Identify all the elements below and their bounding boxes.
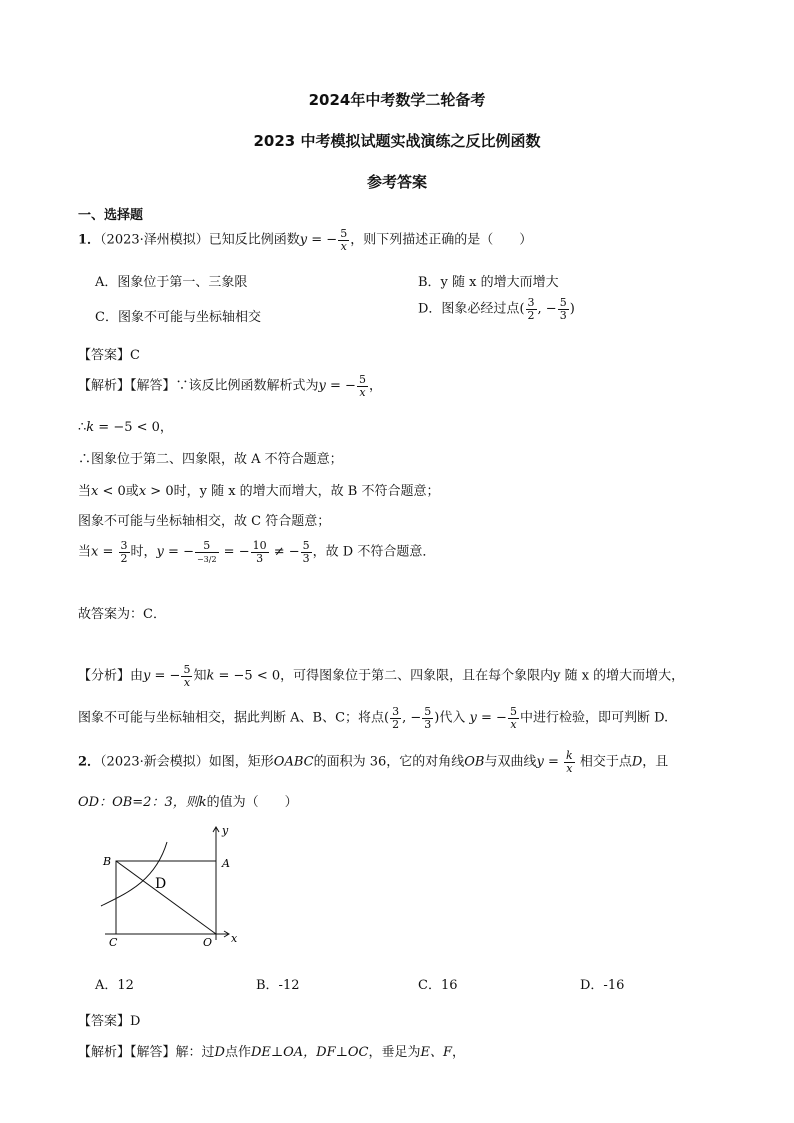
label-y: y <box>222 824 229 837</box>
label-d: D <box>155 876 167 892</box>
q2-source: （2023·新会模拟） <box>100 754 209 770</box>
label-o: O <box>203 936 213 949</box>
q1-answer: 【答案】C <box>78 348 140 363</box>
doc-title-2: 2023 中考模拟试题实战演练之反比例函数 <box>253 132 541 150</box>
doc-title-3: 参考答案 <box>366 173 427 191</box>
q1-analysis-line3: ∴图象位于第二、四象限，故 A 不符合题意； <box>78 452 343 467</box>
q1-option-b: B．y 随 x 的增大而增大 <box>418 275 559 290</box>
q2-option-c: C．16 <box>418 978 458 993</box>
q1-stem-a: 已知反比例函数 <box>208 232 300 248</box>
label-x: x <box>231 932 238 945</box>
label-b: B <box>103 855 112 868</box>
q1-analysis-line2: ∴k = −5 < 0， <box>78 420 173 435</box>
frac-5-over-x: $\frac{5}{x}$ <box>340 227 348 253</box>
q1-analysis-line5: 图象不可能与坐标轴相交，故 C 符合题意； <box>78 514 331 529</box>
q1-number: 1． <box>78 232 101 248</box>
q2-stem-line2: OD：OB=2：3，则k的值为（ ） <box>78 795 298 810</box>
q1-stem: 1．（2023·泽州模拟）已知反比例函数y = − $\frac{5}{x}$ ，则下列描述正确的是（ ） <box>78 227 533 253</box>
q1-fenxi-line1: 【分析】由y = − $\frac{5}{x}$ 知k = −5 < 0，可得图象位于第二、四象限，且在每个象限内y 随 x 的增大而增大， <box>78 663 685 689</box>
q2-number: 2． <box>78 754 101 770</box>
q2-option-b: B．-12 <box>256 978 300 993</box>
q2-analysis-line1: 【解析】【解答】解：过D点作DE⊥OA，DF⊥OC，垂足为E、F， <box>78 1045 465 1060</box>
q1-fenxi-line2: 图象不可能与坐标轴相交，据此判断 A、B、C；将点( $\frac{3}{2}$ , − $\frac{5}{3}$ )代入 y = − $\frac{5}{x}$ 中进行检验，即可判断 D. <box>78 705 669 731</box>
q2-option-d: D．-16 <box>580 978 625 993</box>
q1-source: （2023·泽州模拟） <box>100 232 209 248</box>
doc-title-1: 2024年中考数学二轮备考 <box>308 91 486 109</box>
q1-analysis-line6: 当x = $\frac{3}{2}$ 时，y = − $\frac{5}{-3/2}$ = − $\frac{10}{3}$ ≠ − $\frac{5}{3}$ ，故 D 不符合题意． <box>78 539 436 565</box>
q1-analysis-label: 【解析】【解答】 <box>78 378 176 394</box>
q1-option-d-text: D．图象必经过点 <box>418 301 520 317</box>
q1-stem-b: ，则下列描述正确的是（ ） <box>350 232 533 248</box>
label-a: A <box>222 857 230 870</box>
q2-figure <box>95 822 255 952</box>
q1-option-c: C．图象不可能与坐标轴相交 <box>95 310 261 325</box>
section-heading: 一、选择题 <box>78 208 144 223</box>
q1-analysis-line7: 故答案为：C． <box>78 607 166 622</box>
q1-analysis-line4: 当x < 0或x > 0时，y 随 x 的增大而增大，故 B 不符合题意； <box>78 484 440 499</box>
q1-analysis-line1: 【解析】【解答】∵该反比例函数解析式为y = − $\frac{5}{x}$ ， <box>78 373 382 399</box>
q1-a1: ∵该反比例函数解析式为 <box>175 378 319 394</box>
q2-answer: 【答案】D <box>78 1014 141 1029</box>
q2-option-a: A．12 <box>95 978 134 993</box>
q1-option-a: A．图象位于第一、三象限 <box>95 275 248 290</box>
q2-stem-line1: 2．（2023·新会模拟）如图，矩形OABC的面积为 36，它的对角线OB与双曲线y = $\frac{k}{x}$ 相交于点D，且 <box>78 749 669 775</box>
label-c: C <box>109 936 118 949</box>
diagonal-ob <box>116 861 216 934</box>
q1-option-d: D．图象必经过点( $\frac{3}{2}$ , − $\frac{5}{3}$ ) <box>418 296 575 322</box>
